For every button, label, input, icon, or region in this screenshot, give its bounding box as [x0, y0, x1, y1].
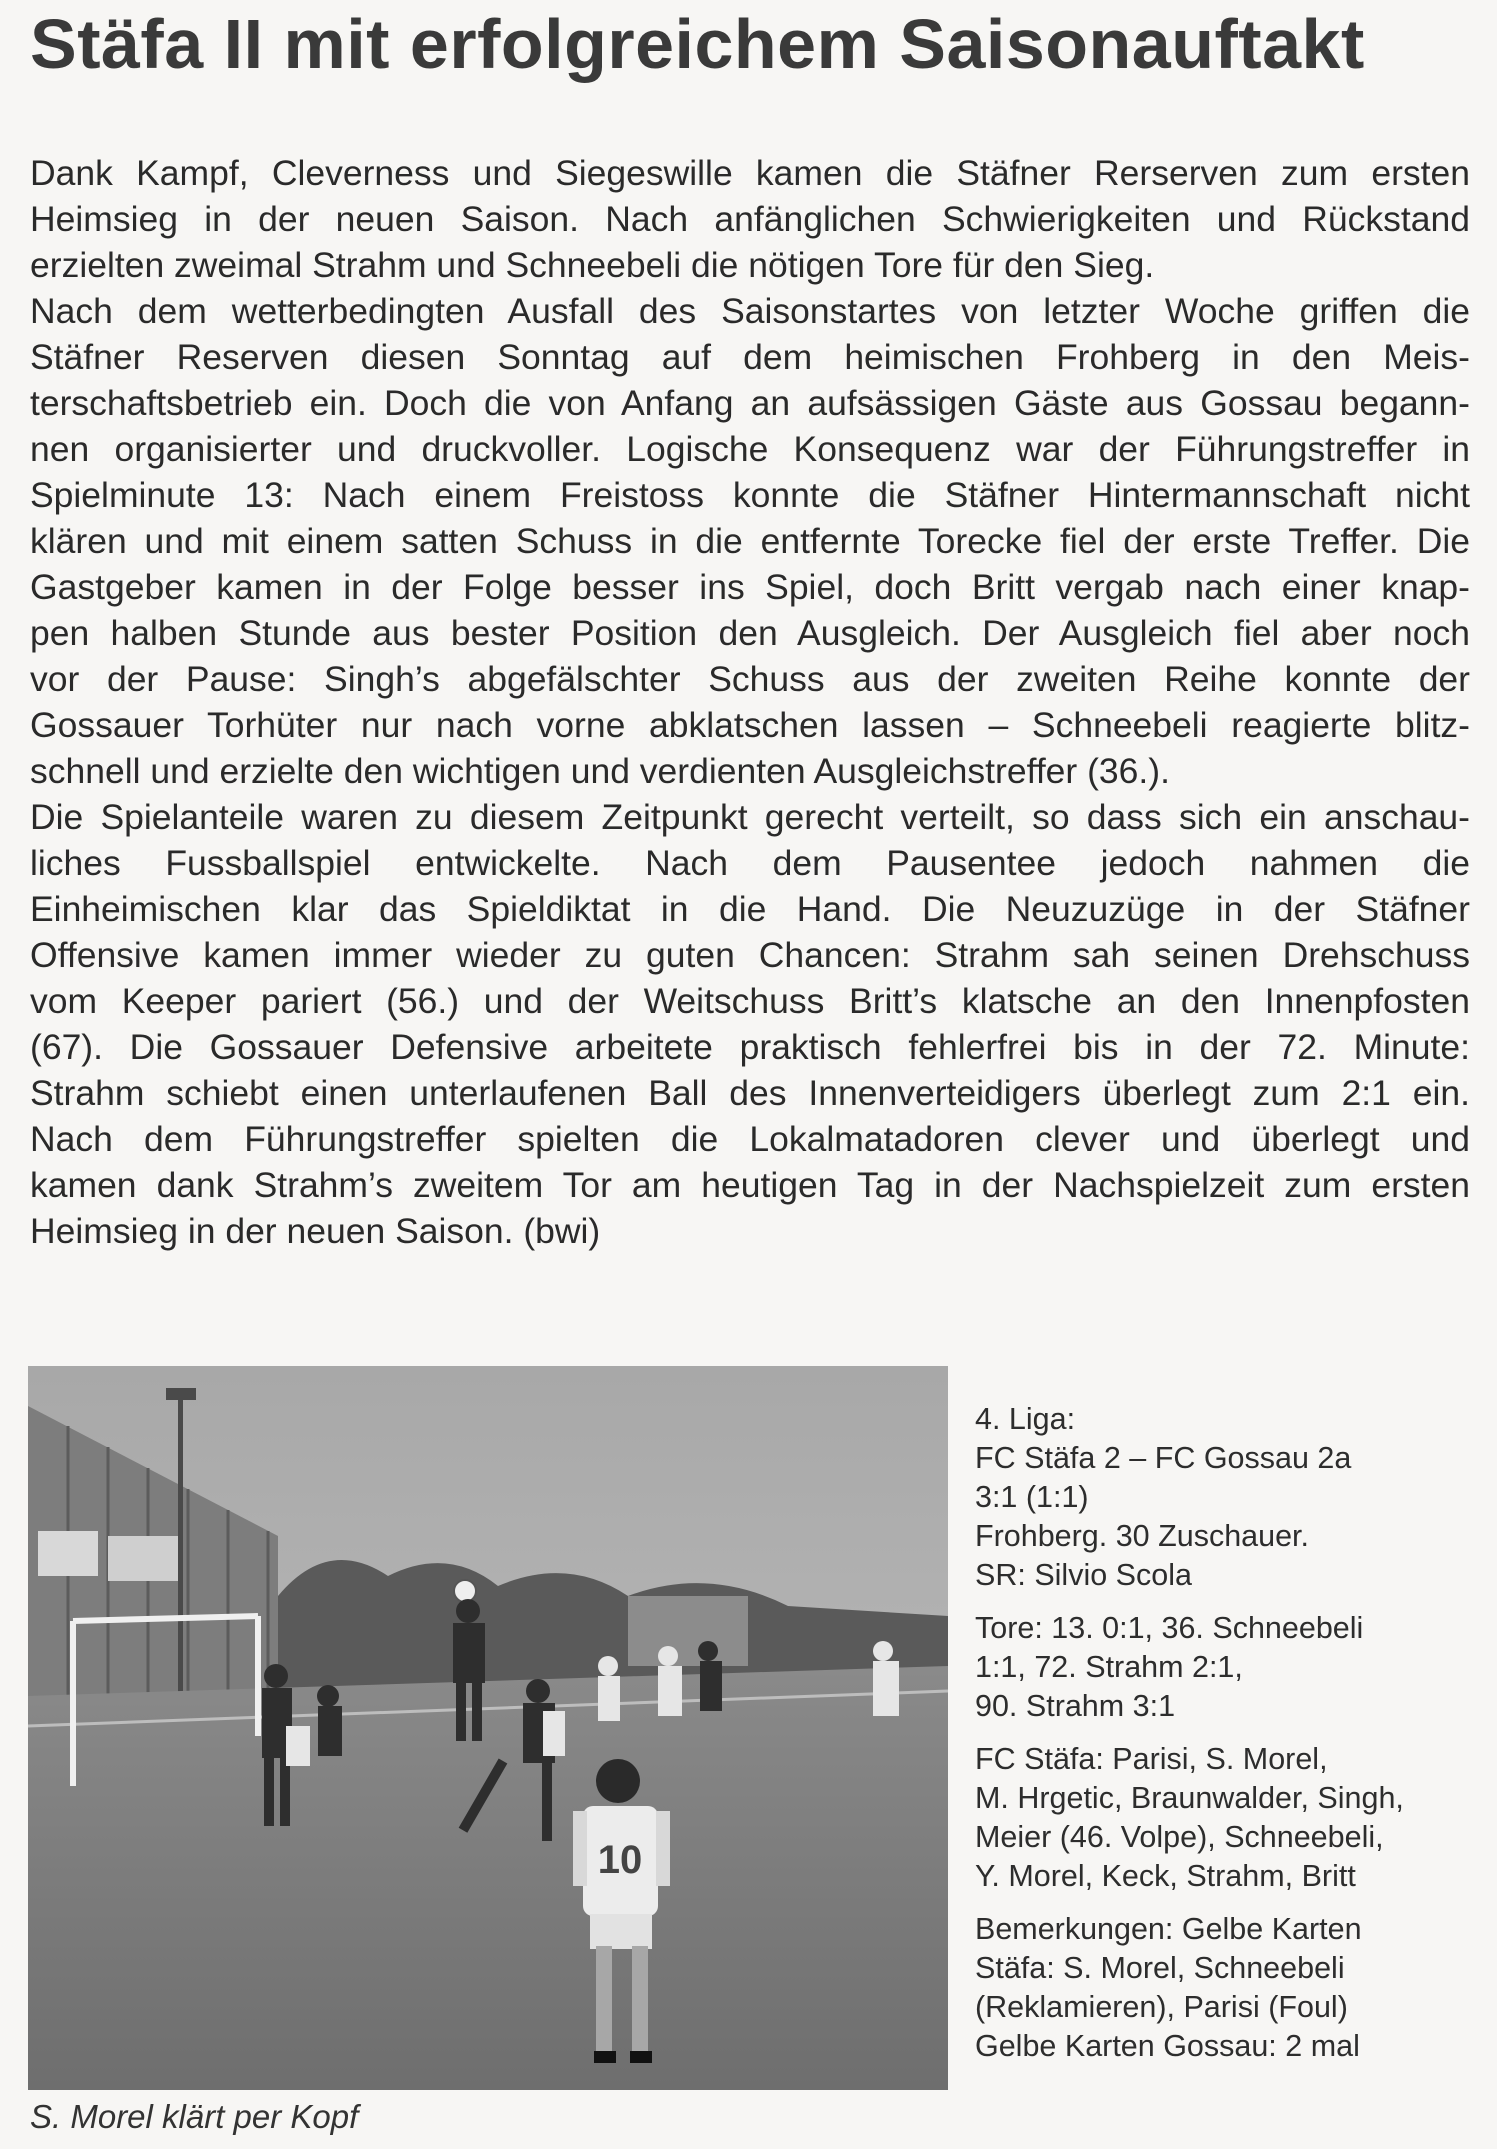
info-line: Stäfa: S. Morel, Schneebeli: [975, 1951, 1345, 1985]
info-line: Gelbe Karten Gossau: 2 mal: [975, 2029, 1360, 2063]
info-line: 4. Liga:: [975, 1402, 1076, 1436]
info-line: Tore: 13. 0:1, 36. Schneebeli: [975, 1611, 1364, 1645]
info-line: SR: Silvio Scola: [975, 1558, 1192, 1592]
info-line: Meier (46. Volpe), Schneebeli,: [975, 1820, 1384, 1854]
body-line: Heimsieg in der neuen Saison. (bwi): [30, 1211, 601, 1251]
info-line: 90. Strahm 3:1: [975, 1689, 1176, 1723]
body-line: pen halben Stunde aus bester Position den Ausgleich. Der Ausgleich fiel aber noch: [30, 613, 1470, 653]
body-line: Stäfner Reserven diesen Sonntag auf dem heimischen Frohberg in den Meis-: [30, 337, 1470, 377]
body-line: nen organisierter und druckvoller. Logische Konsequenz war der Führungstreffer in: [30, 429, 1470, 469]
floodlight-pole: [178, 1396, 183, 1696]
body-line: vor der Pause: Singh’s abgefälschter Schuss aus der zweiten Reihe konnte der: [30, 659, 1470, 699]
info-line: FC Stäfa: Parisi, S. Morel,: [975, 1742, 1328, 1776]
info-line: Frohberg. 30 Zuschauer.: [975, 1519, 1309, 1553]
body-line: Nach dem Führungstreffer spielten die Lokalmatadoren clever und überlegt und: [30, 1119, 1470, 1159]
match-photo: [28, 1366, 948, 2090]
body-line: Die Spielanteile waren zu diesem Zeitpunkt gerecht verteilt, so dass sich ein anschau-: [30, 797, 1470, 837]
info-line: (Reklamieren), Parisi (Foul): [975, 1990, 1348, 2024]
house: [628, 1596, 748, 1666]
body-line: Dank Kampf, Cleverness und Siegeswille kamen die Stäfner Rerserven zum ersten: [30, 153, 1470, 193]
body-line: klären und mit einem satten Schuss in die entfernte Torecke fiel der erste Treffer. Die: [30, 521, 1470, 561]
body-line: terschaftsbetrieb ein. Doch die von Anfang an aufsässigen Gäste aus Gossau begann-: [30, 383, 1470, 423]
article-body: [30, 150, 1470, 1254]
info-line: 3:1 (1:1): [975, 1480, 1089, 1514]
jersey-number: 10: [597, 1838, 643, 1882]
body-line: Spielminute 13: Nach einem Freistoss konnte die Stäfner Hintermannschaft nicht: [30, 475, 1470, 515]
body-line: kamen dank Strahm’s zweitem Tor am heutigen Tag in der Nachspielzeit zum ersten: [30, 1165, 1470, 1205]
match-lineup: [975, 1740, 1475, 1896]
info-line: 1:1, 72. Strahm 2:1,: [975, 1650, 1243, 1684]
match-header: [975, 1400, 1475, 1595]
body-line: erzielten zweimal Strahm und Schneebeli die nötigen Tore für den Sieg.: [30, 245, 1155, 285]
body-line: Nach dem wetterbedingten Ausfall des Saisonstartes von letzter Woche griffen die: [30, 291, 1470, 331]
info-line: FC Stäfa 2 – FC Gossau 2a: [975, 1441, 1352, 1475]
pitch: [28, 1666, 948, 2090]
match-remarks: [975, 1910, 1475, 2066]
match-info: [975, 1400, 1475, 2080]
body-line: Gastgeber kamen in der Folge besser ins Spiel, doch Britt vergab nach einer knap-: [30, 567, 1470, 607]
match-goals: [975, 1609, 1475, 1726]
body-line: Offensive kamen immer wieder zu guten Chancen: Strahm sah seinen Drehschuss: [30, 935, 1470, 975]
article-title: Stäfa II mit erfolgreichem Saisonauftakt: [30, 5, 1365, 83]
body-line: Strahm schiebt einen unterlaufenen Ball des Innenverteidigers überlegt zum 2:1 ein.: [30, 1073, 1470, 1113]
body-line: Gossauer Torhüter nur nach vorne abklatschen lassen – Schneebeli reagierte blitz-: [30, 705, 1470, 745]
floodlight: [166, 1388, 196, 1400]
body-line: Einheimischen klar das Spieldiktat in die Hand. Die Neuzuzüge in der Stäfner: [30, 889, 1470, 929]
body-line: (67). Die Gossauer Defensive arbeitete praktisch fehlerfrei bis in der 72. Minute:: [30, 1027, 1470, 1067]
info-line: M. Hrgetic, Braunwalder, Singh,: [975, 1781, 1404, 1815]
body-line: Heimsieg in der neuen Saison. Nach anfänglichen Schwierigkeiten und Rückstand: [30, 199, 1470, 239]
info-line: Y. Morel, Keck, Strahm, Britt: [975, 1859, 1356, 1893]
body-line: vom Keeper pariert (56.) und der Weitschuss Britt’s klatsche an den Innenpfosten: [30, 981, 1470, 1021]
body-line: schnell und erzielte den wichtigen und verdienten Ausgleichstreffer (36.).: [30, 751, 1170, 791]
body-line: liches Fussballspiel entwickelte. Nach dem Pausentee jedoch nahmen die: [30, 843, 1470, 883]
photo-caption: S. Morel klärt per Kopf: [30, 2098, 359, 2135]
football-scene-illustration: [28, 1366, 948, 2090]
info-line: Bemerkungen: Gelbe Karten: [975, 1912, 1362, 1946]
ball: [454, 1580, 476, 1602]
